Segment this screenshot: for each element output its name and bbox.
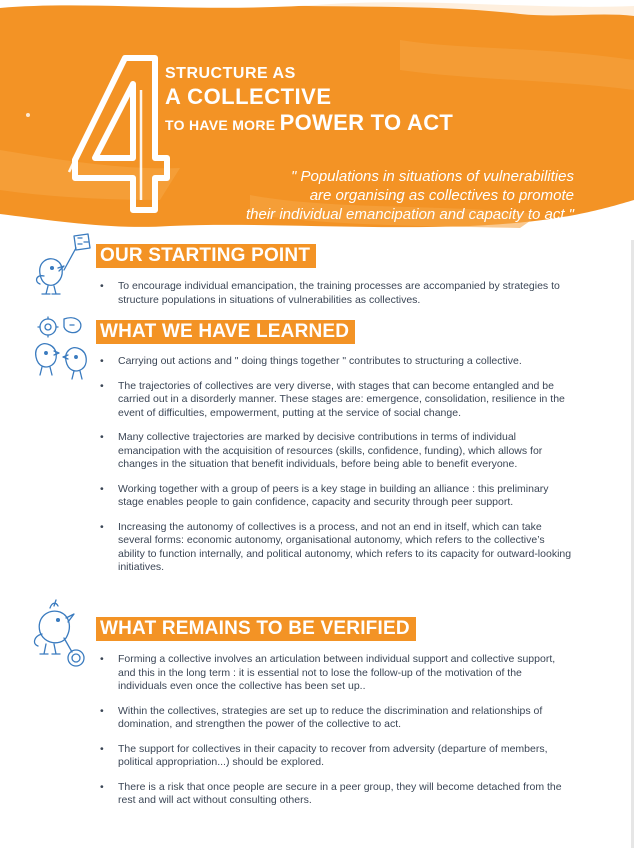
- to-verify-list: [100, 653, 572, 819]
- title-line-3-emphasis: POWER TO ACT: [279, 110, 454, 135]
- section-heading-learned: WHAT WE HAVE LEARNED: [96, 320, 355, 344]
- list-item: • There is a risk that once people are secure in a peer group, they will become detached from the rest and will act without consulting others.: [100, 781, 572, 808]
- list-item: • Forming a collective involves an articulation between individual support and collective support, and this in the long term : it is essential not to lose the follow-up of the motivation of the individuals even once the collective has been set up..: [100, 653, 572, 694]
- section-heading-to-verify: WHAT REMAINS TO BE VERIFIED: [96, 617, 416, 641]
- bird-with-flag-icon: [30, 230, 100, 298]
- list-item: • Within the collectives, strategies are set up to reduce the discrimination and relationships of domination, and strengthen the power of the collective to act.: [100, 705, 572, 732]
- section-heading-starting-point: OUR STARTING POINT: [96, 244, 316, 268]
- list-item: • Working together with a group of peers is a key stage in building an alliance : this preliminary stage enables people to gain confidence, capacity and security through peer support.: [100, 483, 572, 510]
- title-line-2: A COLLECTIVE: [165, 84, 332, 109]
- list-item: • To encourage individual emancipation, the training processes are accompanied by strategies to structure populations in situations of vulnerabilities as collectives.: [100, 280, 572, 307]
- quote-line-3: their individual emancipation and capacity to act ": [245, 206, 574, 223]
- list-item: • Increasing the autonomy of collectives is a process, and not an end in itself, which can take several forms: economic autonomy, organisational autonomy, which refers to the collective’s ability to function internally, and political autonomy, which refers to its capacity for outward-looking initiatives.: [100, 521, 572, 575]
- list-item: • The support for collectives in their capacity to recover from adversity (departure of members, political appropriation...) should be explored.: [100, 743, 572, 770]
- two-birds-thinking-icon: [28, 315, 100, 381]
- list-item: • Carrying out actions and " doing things together " contributes to structuring a collective.: [100, 355, 572, 369]
- learned-list: [100, 355, 572, 586]
- bird-with-magnifier-icon: [30, 598, 98, 670]
- header-quote: [154, 167, 574, 224]
- list-item: • Many collective trajectories are marked by decisive contributions in terms of individual emancipation with the acquisition of resources (skills, confidence, funding), which allows for changes in the situation that benefit individuals, before being able to benefit everyone.: [100, 431, 572, 472]
- starting-point-list: [100, 280, 572, 318]
- title-line-1: STRUCTURE AS: [165, 65, 296, 82]
- list-item: • The trajectories of collectives are very diverse, with stages that can become entangled and be carried out in a disorderly manner. These stages are: emergence, consolidation, resilience in the event of difficulties, empowerment, putting at the service of social change.: [100, 380, 572, 421]
- quote-line-1: " Populations in situations of vulnerabilities: [291, 168, 574, 185]
- title-line-3-prefix: TO HAVE MORE: [165, 117, 276, 133]
- quote-line-2: are organising as collectives to promote: [309, 187, 574, 204]
- title-line-3: [165, 110, 453, 138]
- page-title: [165, 64, 453, 138]
